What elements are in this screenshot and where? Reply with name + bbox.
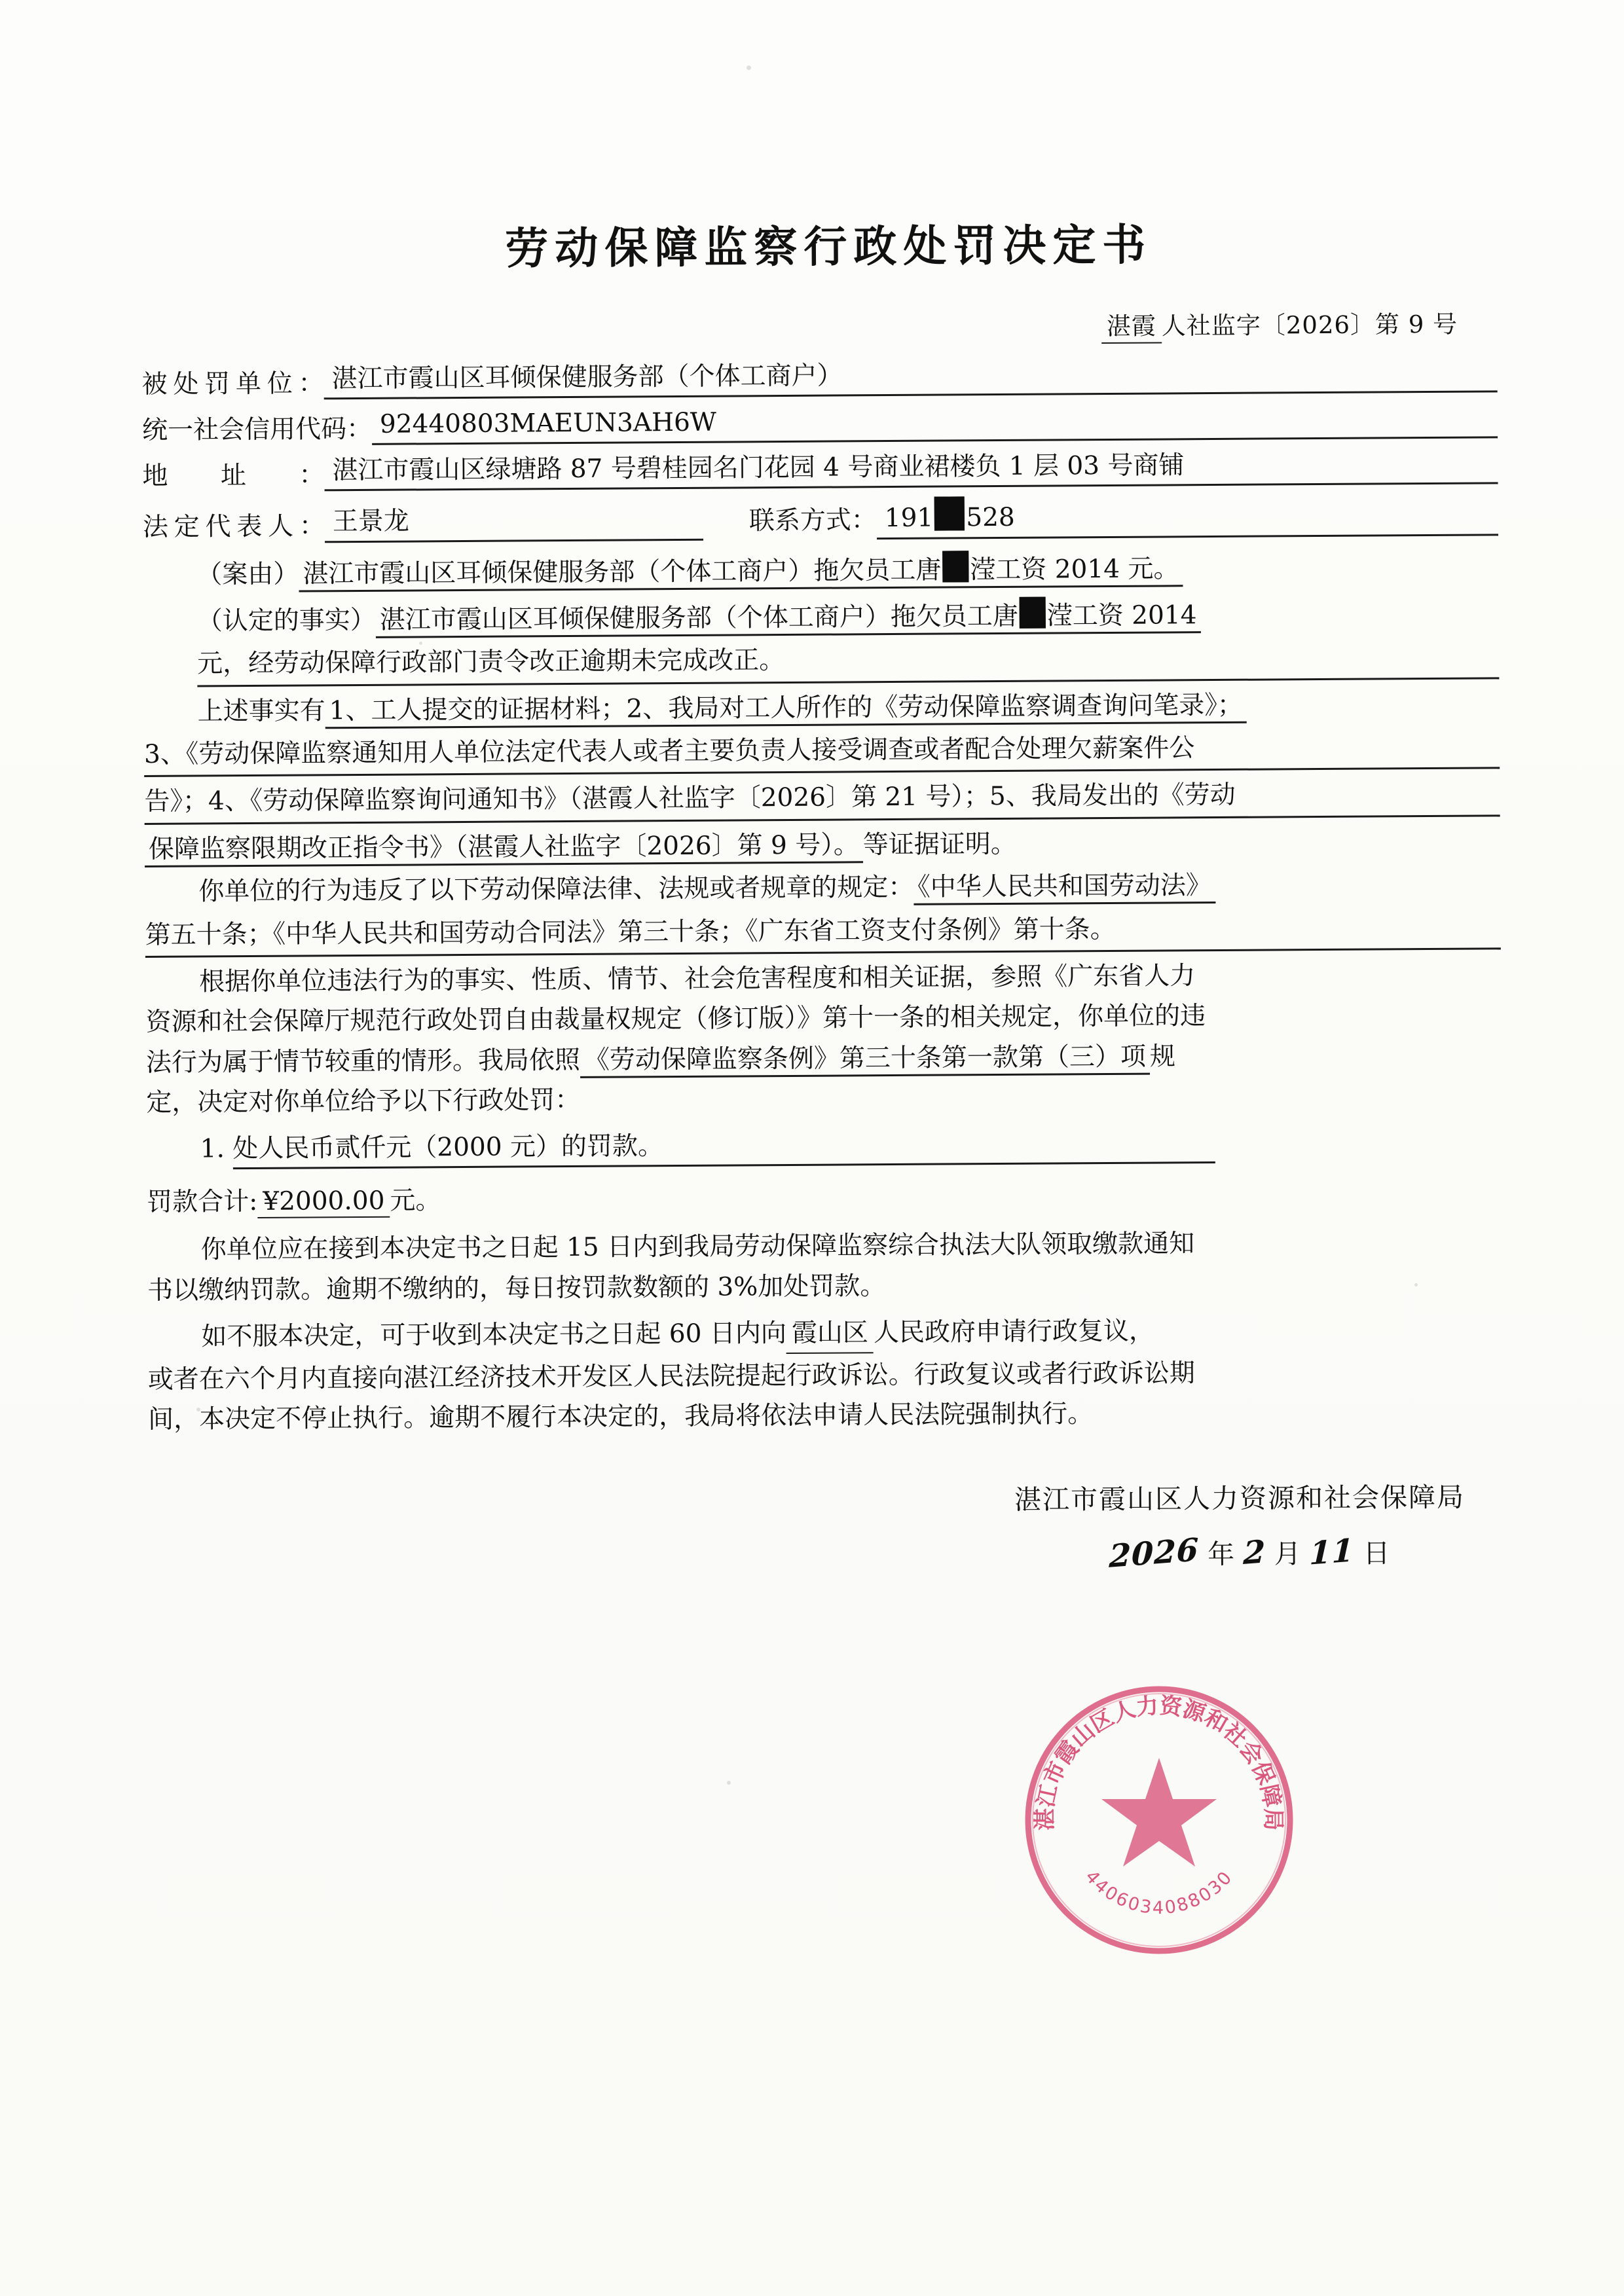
evidence-line4-plain: 等证据证明。: [862, 829, 1016, 860]
penalty-item-number: 1.: [200, 1134, 225, 1164]
violation-lead: 你单位的行为违反了以下劳动保障法律、法规或者规章的规定：: [198, 872, 914, 907]
date-month: 2: [1242, 1533, 1266, 1573]
document-number-rest: 人社监字〔2026〕第 9 号: [1161, 310, 1458, 340]
svg-text:湛江市霞山区人力资源和社会保障局: [1032, 1692, 1286, 1831]
case-reason: [143, 547, 1498, 593]
address-label: 地址：: [142, 460, 325, 492]
facts-line1-b: 滢工资 2014: [1046, 600, 1197, 631]
appeal-line-1: [147, 1311, 1503, 1357]
penalty-total-label: 罚款合计:: [147, 1187, 258, 1218]
seal-top-text: 湛江市霞山区人力资源和社会保障局: [1031, 1692, 1287, 1831]
document-body: [141, 208, 1505, 1578]
signature-date: [149, 1531, 1504, 1578]
violation-line-1: [198, 866, 1500, 910]
address-value: 湛江市霞山区绿塘路 87 号碧桂园名门花园 4 号商业裙楼负 1 层 03 号商铺: [324, 448, 1498, 492]
page-title: 劳动保障监察行政处罚决定书: [505, 219, 1153, 274]
penalty-total: [147, 1174, 1502, 1220]
date-month-label: 月: [1274, 1538, 1301, 1570]
discretion-line-3: [146, 1036, 1502, 1081]
penalty-total-unit: 元。: [390, 1186, 441, 1216]
discretion-line-2: 资源和社会保障厅规范行政处罚自由裁量权规定（修订版）》第十一条的相关规定，你单位的违: [145, 1001, 1206, 1038]
established-facts: [143, 594, 1500, 687]
appeal-line1-a: 如不服本决定，可于收到本决定书之日起 60 日内向: [201, 1319, 787, 1352]
issuing-organization: 湛江市霞山区人力资源和社会保障局: [1014, 1481, 1466, 1516]
evidence-line1-text: 1、工人提交的证据材料；2、我局对工人所作的《劳动保障监察调查询问笔录》；: [325, 690, 1246, 729]
field-address: [142, 448, 1498, 493]
credit-code-label: 统一社会信用代码：: [141, 414, 373, 446]
case-reason-text: [299, 554, 1183, 592]
discretion-line3-a: 法行为属于情节较重的情形。我局依照: [145, 1045, 581, 1078]
discretion-line-1: 根据你单位违法行为的事实、性质、情节、社会危害程度和相关证据，参照《广东省人力: [199, 961, 1196, 997]
case-reason-label: （案由）: [196, 559, 299, 589]
facts-line-2: 元，经劳动保障行政部门责令改正逾期未完成改正。: [197, 638, 1499, 687]
facts-label: （认定的事实）: [196, 605, 376, 636]
penalty-total-amount: ¥2000.00: [257, 1186, 390, 1218]
discretion-line-4: 定，决定对你单位给予以下行政处罚：: [146, 1085, 581, 1118]
appeal-line-2: 或者在六个月内直接向湛江经济技术开发区人民法院提起行政诉讼。行政复议或者行政诉讼期: [147, 1358, 1195, 1394]
evidence-line-1: [197, 685, 1499, 730]
evidence-line-3: 告》；4、《劳动保障监察询问通知书》（湛霞人社监字〔2026〕第 21 号）；5、我局发出的《劳动: [144, 776, 1500, 825]
evidence-paragraph: [143, 685, 1499, 730]
punished-unit-value: 湛江市霞山区耳倾保健服务部（个体工商户）: [323, 355, 1497, 399]
seal-bottom-text: 4406034088030: [1080, 1867, 1238, 1918]
evidence-line-4: [145, 823, 1500, 867]
seal-star-icon: [1101, 1758, 1217, 1867]
facts-line1-a: 湛江市霞山区耳倾保健服务部（个体工商户）拖欠员工唐: [379, 601, 1018, 635]
date-day: 11: [1308, 1532, 1356, 1573]
discretion-line3-b: 规: [1149, 1041, 1176, 1072]
discretion-legal-basis: 《劳动保障监察条例》第三十条第一款第（三）项: [580, 1042, 1150, 1078]
field-legal-rep: [143, 494, 1498, 544]
contact-suffix: 528: [966, 503, 1015, 533]
signature-organization: [149, 1476, 1504, 1523]
appeal-authority-blank: 霞山区: [786, 1315, 874, 1353]
evidence-line-2: 3、《劳动保障监察通知用人单位法定代表人或者主要负责人接受调查或者配合处理欠薪案件公: [144, 728, 1500, 777]
violation-laws-line2: 第五十条；《中华人民共和国劳动合同法》第三十条；《广东省工资支付条例》第十条。: [145, 909, 1501, 958]
violation-continued: [145, 909, 1501, 958]
contact-value: [877, 494, 1498, 539]
svg-text:4406034088030: [1081, 1867, 1237, 1918]
facts-line-1: [197, 594, 1499, 640]
date-year-label: 年: [1207, 1539, 1235, 1571]
violation-paragraph: [145, 866, 1500, 910]
appeal-line-3: 间，本决定不停止执行。逾期不履行本决定的，我局将依法申请人民法院强制执行。: [148, 1399, 1094, 1434]
redaction-box-icon: [934, 497, 965, 531]
payment-line-2: 书以缴纳罚款。逾期不缴纳的，每日按罚款数额的 3%加处罚款。: [147, 1271, 886, 1305]
contact-prefix: 191: [884, 503, 934, 534]
penalty-item-1: [147, 1121, 1502, 1171]
case-reason-text-a: 湛江市霞山区耳倾保健服务部（个体工商户）拖欠员工唐: [303, 555, 942, 589]
legal-rep-label: 法定代表人：: [142, 511, 325, 543]
redaction-box-icon: [942, 551, 969, 582]
evidence-lead: 上述事实有: [197, 695, 325, 727]
field-credit-code: [142, 401, 1498, 446]
payment-line-1: 你单位应在接到本决定书之日起 15 日内到我局劳动保障监察综合执法大队领取缴款通知: [200, 1229, 1195, 1265]
contact-label: 联系方式：: [748, 505, 877, 536]
redaction-box-icon: [1020, 596, 1046, 628]
case-reason-text-b: 滢工资 2014 元。: [970, 553, 1179, 585]
appeal-line1-b: 人民政府申请行政复议，: [873, 1316, 1155, 1348]
facts-line1-underlined: [376, 600, 1201, 638]
date-year: 2026: [1108, 1531, 1200, 1576]
penalty-item-text: 处人民币贰仟元（2000 元）的罚款。: [232, 1122, 1215, 1169]
document-number-prefix: 湛霞: [1101, 306, 1162, 344]
date-day-label: 日: [1363, 1537, 1390, 1569]
evidence-line4-underlined: 保障监察限期改正指令书》（湛霞人社监字〔2026〕第 9 号）。: [145, 830, 863, 867]
credit-code-value: 92440803MAEUN3AH6W: [372, 401, 1498, 445]
document-number: [141, 304, 1497, 350]
evidence-continued: [144, 728, 1500, 867]
official-seal: [1018, 1679, 1300, 1961]
violation-laws-line1: 《中华人民共和国劳动法》: [913, 871, 1215, 905]
punished-unit-label: 被处罚单位：: [141, 369, 324, 399]
field-punished-unit: [141, 355, 1497, 401]
legal-rep-value: 王景龙: [325, 503, 703, 543]
